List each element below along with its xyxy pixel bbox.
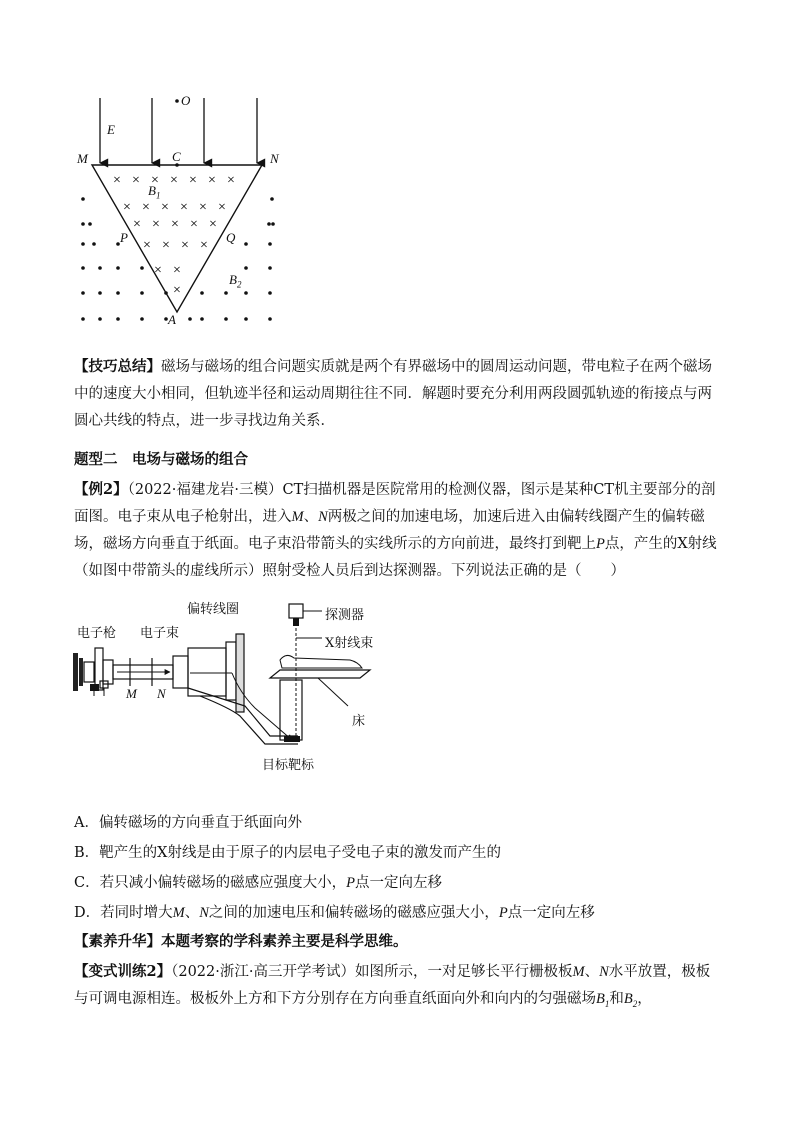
option-b-letter: B． [74,845,100,861]
option-a-text: 偏转磁场的方向垂直于纸面向外 [98,815,302,831]
option-d-sep: 、 [184,905,200,921]
cross-mark: × [123,200,131,215]
dot-mark [200,317,204,321]
variant-2-source: （2022·浙江·高三开学考试） [171,964,355,980]
dot-mark [116,317,120,321]
label-A: A [168,312,176,327]
option-d-letter: D． [74,905,101,921]
dot-mark [268,317,272,321]
dot-mark [268,242,272,246]
point-O [175,99,179,103]
example-2-stem-1: CT扫描机器是医院常用的检测仪器，图示是某种CT机主要部分的剖面图。电子束从电子枪射出，进入 [74,482,716,525]
variant-2-sep: 、 [584,964,600,980]
option-d[interactable] [74,901,595,922]
label-P: P [120,230,128,245]
option-d-pre: 若同时增大 [100,905,173,921]
dot-mark [271,222,275,226]
cross-mark: × [227,173,235,188]
cross-mark: × [143,238,151,253]
tip-summary [74,353,724,435]
cross-mark: × [142,200,150,215]
dots-B2 [81,197,275,321]
label-deflection-coil: 偏转线圈 [187,602,240,617]
variant-2 [74,958,724,1018]
var-P: P [596,536,605,552]
cross-mark: × [173,283,181,298]
option-d-var-P: P [498,905,508,921]
option-a[interactable] [74,811,302,832]
variant-2-B2-letter: B [623,991,633,1007]
cross-mark: × [154,263,162,278]
label-B2-letter: B [229,272,237,287]
label-Q: Q [226,230,236,245]
option-d-var-N: N [199,905,209,921]
label-B1-sub: 1 [155,190,161,201]
cross-mark: × [133,217,141,232]
label-E: E [107,122,115,137]
var-M: M [291,509,304,525]
dot-mark [140,266,144,270]
electron-gun [73,648,113,696]
dot-mark [116,291,120,295]
label-M: M [77,151,88,166]
dot-mark [98,266,102,270]
dot-mark [188,317,192,321]
variant-2-N: N [599,964,609,980]
label-B2 [229,272,241,290]
cross-mark: × [152,217,160,232]
cross-mark: × [151,173,159,188]
option-c-var: P [346,875,355,891]
sep: 、 [303,509,319,525]
label-bed: 床 [352,714,366,729]
cross-mark: × [209,217,217,232]
example-2 [74,476,724,585]
label-N: N [270,151,279,166]
dot-mark [268,266,272,270]
variant-2-B2 [624,991,637,1007]
option-d-var-M: M [172,905,185,921]
label-target: 目标靶标 [262,758,315,773]
dot-mark [244,291,248,295]
option-b[interactable] [74,841,501,862]
dot-mark [140,291,144,295]
dot-mark [88,222,92,226]
literacy-text: 本题考察的学科素养主要是科学思维。 [161,933,408,950]
cross-mark: × [208,173,216,188]
dot-mark [200,291,204,295]
variant-2-B2-sub: 2 [632,998,638,1009]
literacy-heading: 【素养升华】 [74,933,161,950]
literacy-note [74,928,724,955]
dot-mark [116,266,120,270]
cross-mark: × [171,217,179,232]
cross-mark: × [189,173,197,188]
dot-mark [164,291,168,295]
cross-mark: × [181,238,189,253]
var-N: N [318,509,328,525]
example-2-stem-3: 点，产生的X射线（如图中带箭头的虚线所示）照射受检人员后到达探测器。下列说法正确的是（ ） [74,536,717,579]
label-detector: 探测器 [325,608,365,623]
variant-2-label: 【变式训练2】 [74,963,172,980]
example-2-label: 【例2】 [74,481,128,498]
cross-mark: × [199,200,207,215]
dot-mark [224,291,228,295]
crosses-B1 [113,173,235,298]
tip-summary-text: 磁场与磁场的组合问题实质就是两个有界磁场中的圆周运动问题，带电粒子在两个磁场中的速度大小相同，但轨迹半径和运动周期往往不同．解题时要充分利用两段圆弧轨迹的衔接点与两圆心共线的特点，进一步寻找边角关系． [74,359,712,429]
triangle-field-figure [70,90,290,335]
dot-mark [81,197,85,201]
label-B1 [148,183,160,201]
variant-2-M: M [572,964,585,980]
cross-mark: × [190,217,198,232]
variant-2-and: 和 [609,991,624,1007]
tip-summary-heading: 【技巧总结】 [74,358,161,375]
section-title: 题型二 电场与磁场的组合 [74,451,248,468]
cross-mark: × [161,200,169,215]
option-c-pre: 若只减小偏转磁场的磁感应强度大小， [99,875,347,891]
dot-mark [98,317,102,321]
dot-mark [244,317,248,321]
label-electron-gun: 电子枪 [77,626,117,641]
cross-mark: × [218,200,226,215]
variant-2-text-1: 如图所示，一对足够长平行栅极板 [354,964,573,980]
label-B2-sub: 2 [236,279,242,290]
label-O: O [181,93,191,108]
variant-2-text-2: 水平放置，极板与可调电源相连。极板外上方和下方分别存在方向垂直纸面向外和向内的匀强磁场 [74,964,711,1007]
dot-mark [81,317,85,321]
dot-mark [81,222,85,226]
variant-2-B1-letter: B [596,991,605,1007]
cross-mark: × [132,173,140,188]
cross-mark: × [173,263,181,278]
option-d-post: 点一定向左移 [507,905,595,921]
dot-mark [92,242,96,246]
dot-mark [267,222,271,226]
dot-mark [244,242,248,246]
label-plate-M: M [126,686,137,701]
example-2-source: （2022·福建龙岩·三模） [127,482,283,498]
dot-mark [81,266,85,270]
cross-mark: × [170,173,178,188]
dot-mark [81,291,85,295]
label-plate-N: N [157,686,166,701]
dot-mark [81,242,85,246]
example-2-stem-2: 两极之间的加速电场，加速后进入由偏转线圈产生的偏转磁场，磁场方向垂直于纸面。电子束沿带箭头的实线所示的方向前进，最终打到靶上 [74,509,705,552]
option-d-mid: 之间的加速电压和偏转磁场的磁感应强大小， [208,905,499,921]
option-c-letter: C． [74,875,100,891]
label-electron-beam: 电子束 [140,626,180,641]
dot-mark [244,266,248,270]
variant-2-end: ， [637,991,652,1007]
variant-2-B1-sub: 1 [604,998,610,1009]
option-c[interactable] [74,871,442,892]
label-C: C [172,149,181,164]
cross-mark: × [162,238,170,253]
dot-mark [268,291,272,295]
label-xray-beam: X射线束 [325,636,374,651]
label-B1-letter: B [148,183,156,198]
dot-mark [270,197,274,201]
dot-mark [224,317,228,321]
dot-mark [140,317,144,321]
option-b-text: 靶产生的X射线是由于原子的内层电子受电子束的激发而产生的 [99,845,501,861]
dot-mark [98,291,102,295]
variant-2-B1 [596,991,609,1007]
option-c-post: 点一定向左移 [354,875,442,891]
cross-mark: × [180,200,188,215]
cross-mark: × [200,238,208,253]
option-a-letter: A． [74,815,99,831]
cross-mark: × [113,173,121,188]
